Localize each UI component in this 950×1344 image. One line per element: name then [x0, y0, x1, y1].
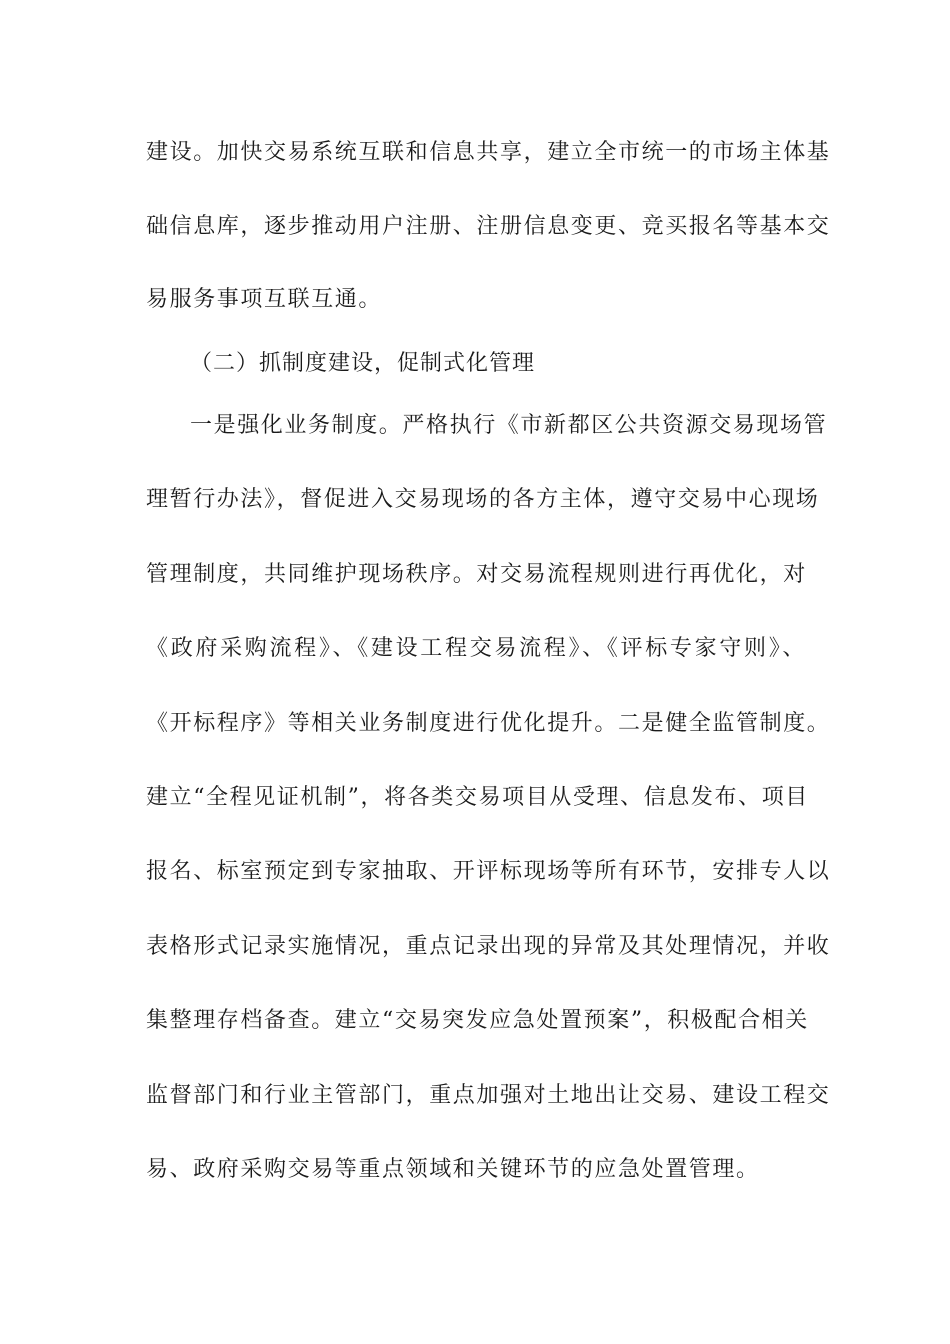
- paragraph-line: 易服务事项互联互通。: [146, 287, 383, 312]
- paragraph-line: 管理制度，共同维护现场秩序。对交易流程规则进行再优化，对: [146, 562, 807, 587]
- paragraph-line: 理暂行办法》，督促进入交易现场的各方主体，遵守交易中心现场: [146, 487, 820, 512]
- paragraph-line: 集整理存档备查。建立“交易突发应急处置预案”，积极配合相关: [146, 1008, 809, 1033]
- paragraph-line: 监督部门和行业主管部门，重点加强对土地出让交易、建设工程交: [146, 1083, 831, 1108]
- paragraph-line: 建立“全程见证机制”，将各类交易项目从受理、信息发布、项目: [146, 785, 809, 810]
- section-heading: （二）抓制度建设，促制式化管理: [190, 351, 536, 376]
- paragraph-line: 表格形式记录实施情况，重点记录出现的异常及其处理情况，并收: [146, 934, 831, 959]
- paragraph-line: 础信息库，逐步推动用户注册、注册信息变更、竞买报名等基本交: [146, 214, 831, 239]
- paragraph-line: 一是强化业务制度。严格执行《市新都区公共资源交易现场管: [190, 413, 828, 438]
- paragraph-line: 易、政府采购交易等重点领域和关键环节的应急处置管理。: [146, 1157, 760, 1182]
- paragraph-line: 报名、标室预定到专家抽取、开评标现场等所有环节，安排专人以: [146, 859, 831, 884]
- paragraph-line: 建设。加快交易系统互联和信息共享，建立全市统一的市场主体基: [146, 140, 831, 165]
- paragraph-line: 《政府采购流程》、《建设工程交易流程》、《评标专家守则》、: [146, 636, 806, 661]
- paragraph-line: 《开标程序》等相关业务制度进行优化提升。二是健全监管制度。: [146, 711, 831, 736]
